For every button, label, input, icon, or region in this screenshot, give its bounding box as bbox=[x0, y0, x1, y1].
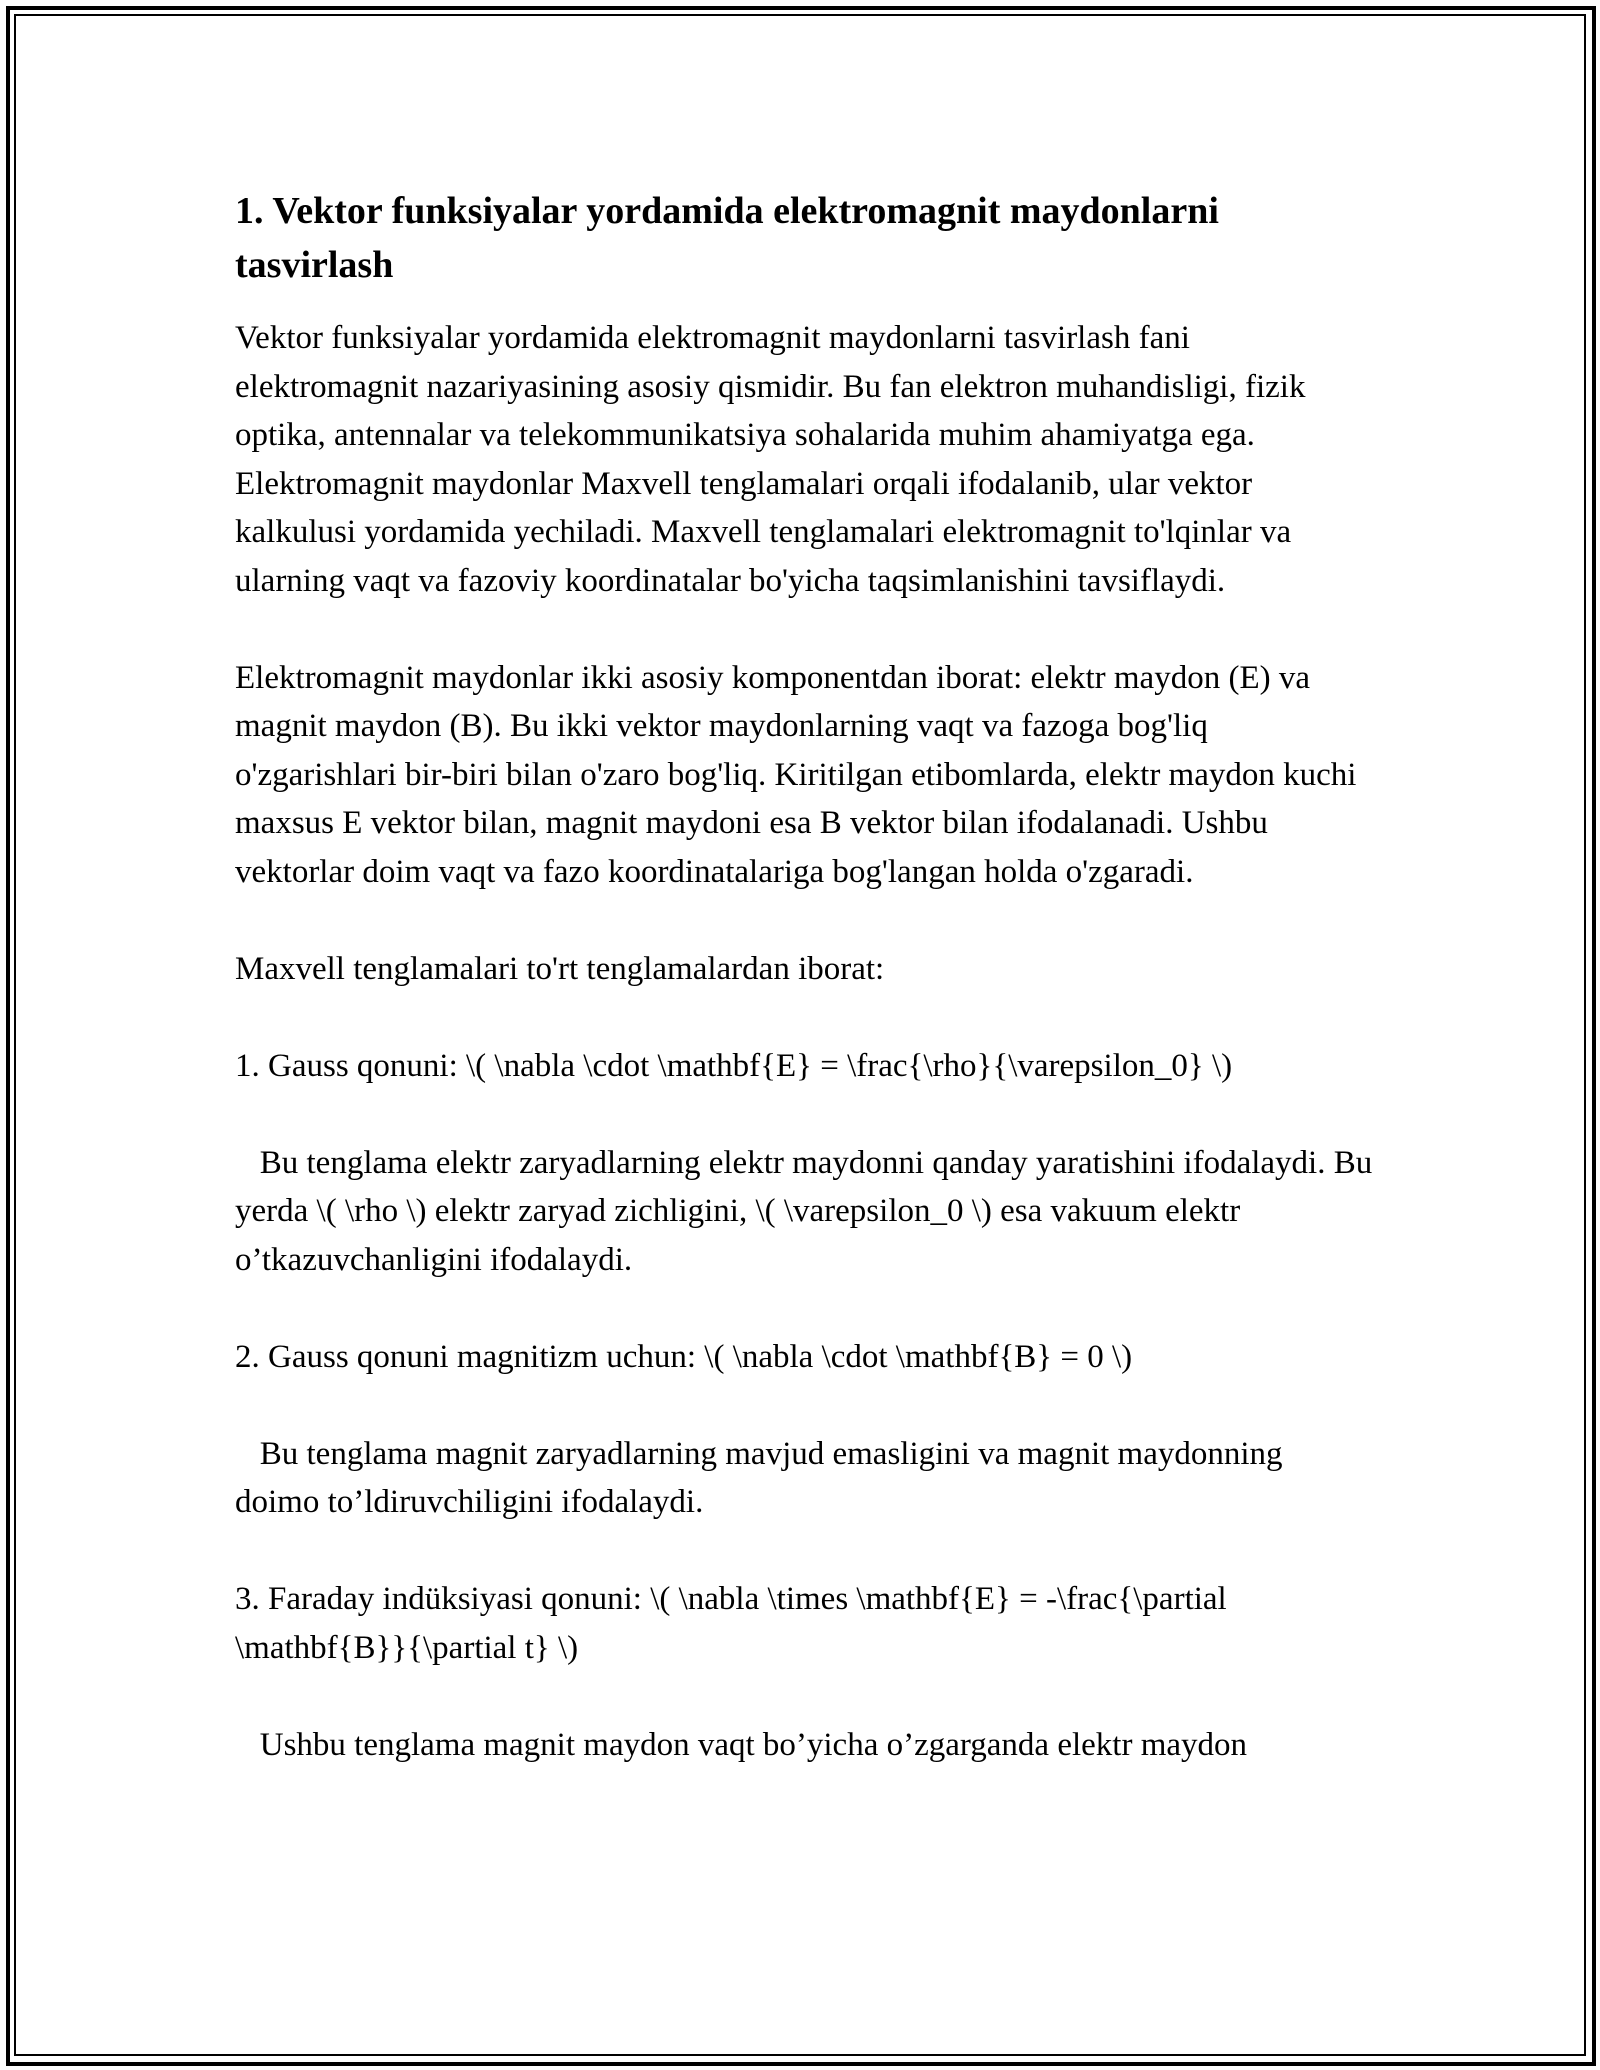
paragraph-gap bbox=[235, 993, 1375, 1042]
equation-gauss-magnetism: 2. Gauss qonuni magnitizm uchun: \( \nabla \cdot \mathbf{B} = 0 \) bbox=[235, 1338, 1133, 1375]
equation-gauss-law: 1. Gauss qonuni: \( \nabla \cdot \mathbf{E} = \frac{\rho}{\varepsilon_0} \) bbox=[235, 1047, 1233, 1084]
paragraph-gap bbox=[235, 1527, 1375, 1576]
paragraph-intro: Vektor funksiyalar yordamida elektromagnit maydonlarni tasvirlash fani elektromagnit nazariyasining asosiy qismidir. Bu fan elektron muhandisligi, fizik optika, antennalar va telekommunikatsiya sohalarida muhim ahamiyatga ega. Elektromagnit maydonlar Maxvell tenglamalari orqali ifodalanib, ular vektor kalkulusi yordamida yechiladi. Maxvell tenglamalari elektromagnit to'lqinlar va ularning vaqt va fazoviy koordinatalar bo'yicha taqsimlanishini tavsiflaydi. bbox=[235, 320, 1314, 599]
paragraph-magnetism-explanation: Bu tenglama magnit zaryadlarning mavjud emasligini va magnit maydonning doimo to’ldiruvchiligini ifodalaydi. bbox=[235, 1435, 1291, 1520]
paragraph-gap bbox=[235, 1284, 1375, 1333]
section-title: 1. Vektor funksiyalar yordamida elektromagnit maydonlarni tasvirlash bbox=[235, 190, 1219, 286]
paragraph-gap bbox=[235, 1090, 1375, 1139]
paragraph-maxwell-intro: Maxvell tenglamalari to'rt tenglamalardan iborat: bbox=[235, 950, 885, 987]
document-body bbox=[235, 184, 1381, 1769]
paragraph-gap bbox=[235, 1381, 1375, 1430]
paragraph-gap bbox=[235, 605, 1375, 654]
paragraph-components: Elektromagnit maydonlar ikki asosiy komponentdan iborat: elektr maydon (E) va magnit maydon (B). Bu ikki vektor maydonlarning vaqt va fazoga bog'liq o'zgarishlari bir-biri bilan o'zaro bog'liq. Kiritilgan etibomlarda, elektr maydon kuchi maxsus E vektor bilan, magnit maydoni esa B vektor bilan ifodalanadi. Ushbu vektorlar doim vaqt va fazo koordinatalariga bog'langan holda o'zgaradi. bbox=[235, 659, 1365, 890]
paragraph-gap bbox=[235, 1672, 1375, 1721]
equation-faraday-law: 3. Faraday indüksiyasi qonuni: \( \nabla \times \mathbf{E} = -\frac{\partial \mathbf{B}}{\partial t} \) bbox=[235, 1581, 1235, 1666]
paragraph-gauss-explanation: Bu tenglama elektr zaryadlarning elektr maydonni qanday yaratishini ifodalaydi. Bu yerda \( \rho \) elektr zaryad zichligini, \( \varepsilon_0 \) esa vakuum elektr o’tkazuvchanligini ifodalaydi. bbox=[235, 1144, 1381, 1278]
paragraph-faraday-explanation: Ushbu tenglama magnit maydon vaqt bo’yicha o’zgarganda elektr maydon bbox=[235, 1726, 1248, 1763]
paragraph-gap bbox=[235, 896, 1375, 945]
